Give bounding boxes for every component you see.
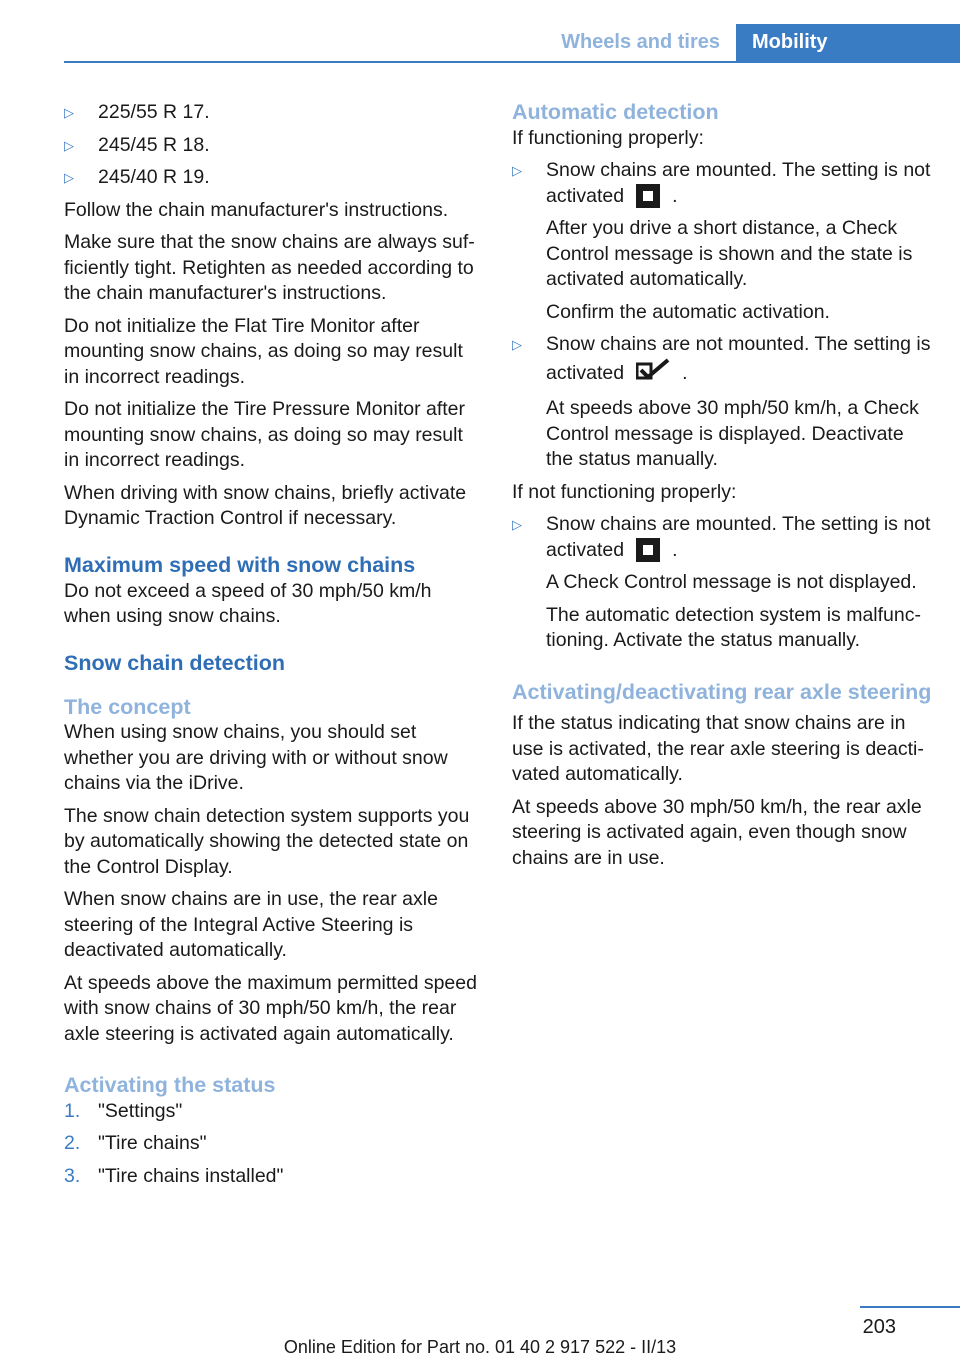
list-item-text: Snow chains are mounted. The setting is not activated	[546, 159, 931, 207]
paragraph: Do not exceed a speed of 30 mph/50 km/h when using snow chains.	[64, 579, 432, 627]
list-item-text: Snow chains are mounted. The setting is not activated	[546, 513, 931, 561]
page-number: 203	[862, 1316, 896, 1338]
step-text: "Settings"	[98, 1099, 183, 1122]
checkmark-checked-icon	[636, 358, 670, 390]
paragraph: If functioning properly:	[512, 126, 704, 149]
paragraph: If not functioning properly:	[512, 480, 737, 503]
paragraph: Do not initialize the Tire Pressure Monitor after mounting snow chains, as doing so may result in incorrect readings.	[64, 398, 466, 471]
tire-size: 245/45 R 18.	[98, 133, 210, 156]
list-item	[64, 165, 482, 191]
heading-snow-chain-detection: Snow chain detection	[64, 650, 285, 675]
footer-divider	[860, 1306, 960, 1308]
triangle-bullet-icon: ▷	[64, 105, 74, 120]
paragraph: At speeds above 30 mph/50 km/h, a Check Control message is displayed. Deactivate the status manually.	[546, 397, 919, 470]
step-number: 2.	[64, 1132, 81, 1154]
header-chapter-tab: Mobility	[736, 24, 960, 61]
heading-automatic-detection: Automatic detection	[512, 100, 719, 124]
tire-size: 245/40 R 19.	[98, 166, 210, 188]
paragraph: At speeds above the maximum permitted speed with snow chains of 30 mph/50 km/h, the rear axle steering is activated again automatically.	[64, 971, 477, 1045]
header-section-title: Wheels and tires	[561, 31, 720, 53]
paragraph: After you drive a short distance, a Check Control message is shown and the state is activated automatically.	[546, 217, 913, 290]
left-column	[64, 100, 482, 1196]
step-item	[64, 1131, 482, 1157]
triangle-bullet-icon: ▷	[512, 337, 522, 352]
list-item	[64, 100, 482, 126]
triangle-bullet-icon: ▷	[64, 137, 74, 153]
right-column	[512, 100, 932, 878]
paragraph: When snow chains are in use, the rear axle steering of the Integral Active Steering is deactivated automatically.	[64, 888, 438, 961]
step-text: "Tire chains installed"	[98, 1164, 284, 1187]
tire-size: 225/55 R 17.	[98, 101, 210, 123]
checkbox-unchecked-icon	[636, 538, 660, 562]
paragraph: The snow chain detection system supports you by automatically showing the detected state on the Control Display.	[64, 804, 470, 878]
triangle-bullet-icon: ▷	[512, 163, 522, 178]
step-item	[64, 1164, 482, 1190]
list-item: ▷ Snow chains are mounted. The setting is not activated .	[512, 512, 932, 563]
heading-activating-status: Activating the status	[64, 1073, 276, 1097]
list-item: ▷ Snow chains are mounted. The setting is not activated .	[512, 158, 932, 209]
paragraph: Make sure that the snow chains are always sufficiently tight. Retighten as needed according to the chain manufacturer's instructions.	[64, 231, 475, 304]
step-number: 3.	[64, 1164, 81, 1187]
list-item	[64, 133, 482, 159]
edition-footer: Online Edition for Part no. 01 40 2 917 522 - II/13	[283, 1337, 677, 1357]
paragraph: Confirm the automatic activation.	[546, 300, 830, 323]
step-item	[64, 1099, 482, 1125]
list-item-text: Snow chains are not mounted. The setting is activated	[546, 333, 931, 384]
paragraph: A Check Control message is not displayed.	[546, 571, 917, 593]
list-item: ▷ Snow chains are not mounted. The setting is activated .	[512, 332, 932, 389]
step-text: "Tire chains"	[98, 1132, 207, 1154]
heading-concept: The concept	[64, 694, 191, 719]
paragraph: When driving with snow chains, briefly activate Dynamic Traction Control if necessary.	[64, 481, 467, 529]
heading-max-speed: Maximum speed with snow chains	[64, 552, 416, 577]
header-divider	[64, 61, 960, 63]
checkbox-unchecked-icon	[636, 184, 660, 208]
heading-rear-axle-steering: Activating/deactivating rear axle steering	[512, 679, 932, 704]
step-number: 1.	[64, 1099, 81, 1122]
paragraph: Do not initialize the Flat Tire Monitor after mounting snow chains, as doing so may result in incorrect readings.	[64, 314, 463, 388]
paragraph: At speeds above 30 mph/50 km/h, the rear axle steering is activated again, even though snow chains are in use.	[512, 795, 922, 869]
paragraph: The automatic detection system is malfunctioning. Activate the status manually.	[546, 603, 921, 651]
paragraph: Follow the chain manufacturer's instructions.	[64, 198, 449, 221]
paragraph: If the status indicating that snow chains are in use is activated, the rear axle steering is deactivated automatically.	[512, 712, 924, 785]
triangle-bullet-icon: ▷	[512, 517, 522, 532]
triangle-bullet-icon: ▷	[64, 170, 74, 185]
paragraph: When using snow chains, you should set whether you are driving with or without snow chains via the iDrive.	[64, 721, 448, 794]
